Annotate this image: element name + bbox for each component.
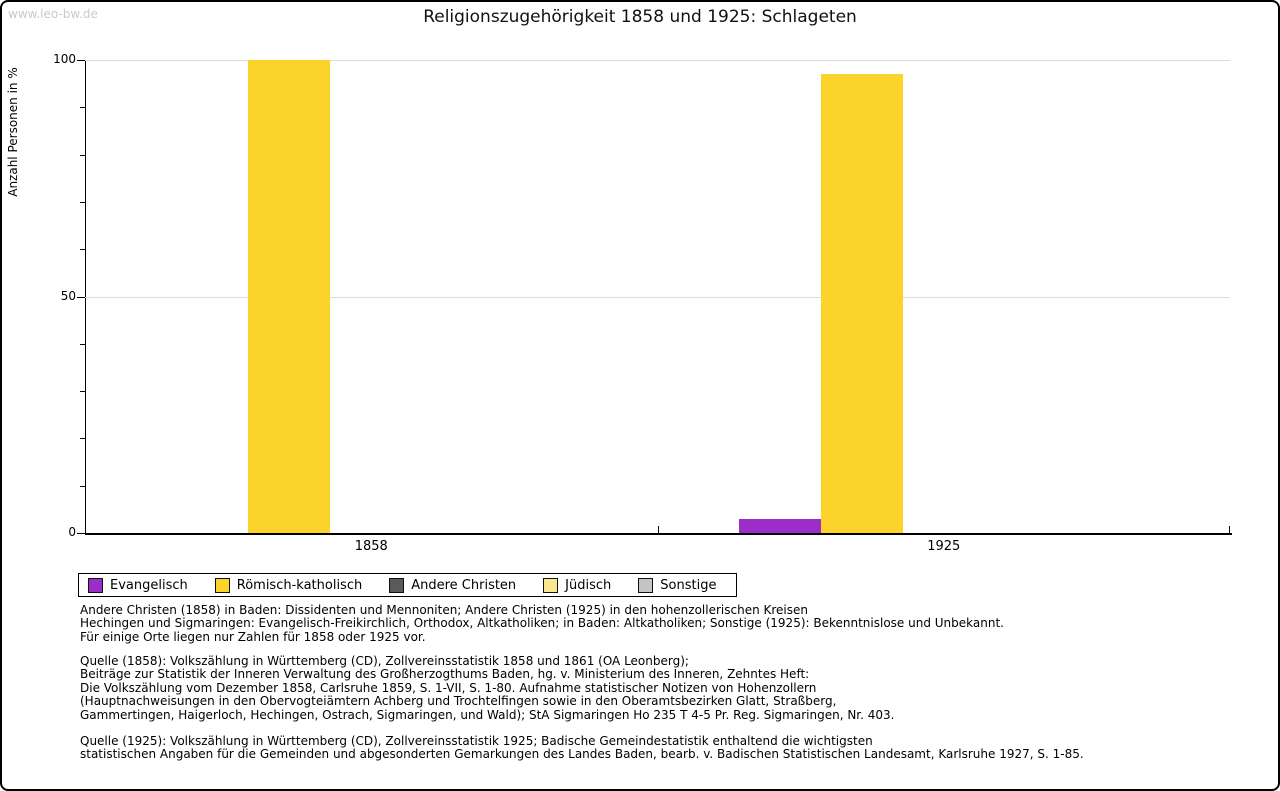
footnote-line: Quelle (1925): Volkszählung in Württemberg (CD), Zollvereinsstatistik 1925; Badische Gemeindestatistik enthaltend die wichtigsten (80, 734, 873, 748)
plot-area (53, 52, 1230, 554)
legend-item-evangelisch (88, 578, 188, 593)
footnote-line: Hechingen und Sigmaringen: Evangelisch-Freikirchlich, Orthodox, Altkatholiken; in Baden: Altkatholiken; Sonstige (1925): Bekenntnislose und Unbekannt. (80, 616, 1004, 631)
legend-item-sonstige (638, 578, 716, 593)
legend-label: Andere Christen (411, 577, 517, 593)
x-axis-tick (85, 526, 86, 533)
legend-label: Jüdisch (565, 577, 612, 593)
bar-1925-evangelisch (739, 519, 821, 533)
footnote-line: Gammertingen, Haigerloch, Hechingen, Ostrach, Sigmaringen, und Wald); StA Sigmaringen Ho 235 T 4-5 Pr. Reg. Sigmaringen, Nr. 403. (80, 707, 895, 722)
y-axis-tick (80, 249, 85, 250)
legend-item-jüdisch (543, 578, 611, 593)
legend-label: Sonstige (660, 577, 717, 593)
y-axis-tick (80, 438, 85, 439)
x-axis-category-label: 1925 (927, 539, 961, 554)
y-axis-title: Anzahl Personen in % (6, 67, 20, 197)
watermark: www.leo-bw.de (8, 7, 98, 21)
y-axis-tick (77, 60, 85, 61)
footnote-line: Die Volkszählung vom Dezember 1858, Carlsruhe 1859, S. 1-VII, S. 1-80. Aufnahme statistischer Notizen von Hohenzollern (80, 680, 817, 695)
legend-swatch (215, 578, 230, 593)
footnote-source-1925 (80, 735, 1084, 762)
legend-label: Evangelisch (110, 577, 188, 593)
legend-label: Römisch-katholisch (236, 577, 363, 593)
y-axis-tick (77, 297, 85, 298)
y-axis-tick (80, 344, 85, 345)
legend-swatch (389, 578, 404, 593)
legend-swatch (88, 578, 103, 593)
y-axis-tick-label: 0 (68, 525, 76, 539)
footnote-line: Für einige Orte liegen nur Zahlen für 1858 oder 1925 vor. (80, 629, 426, 644)
legend-item-andere christen (389, 578, 516, 593)
x-axis-tick (658, 526, 659, 533)
x-axis-tick (1229, 526, 1230, 533)
y-axis-tick (80, 202, 85, 203)
y-axis-tick (77, 533, 85, 534)
footnote-line: (Hauptnachweisungen in den Obervogteiämtern Achberg und Trochtelfingen sowie in den Oberamtsbezirken Glatt, Straßberg, (80, 694, 837, 709)
y-axis-tick (80, 486, 85, 487)
y-axis-tick (80, 391, 85, 392)
legend-swatch (638, 578, 653, 593)
y-axis-tick (80, 107, 85, 108)
legend-item-römisch-katholisch (215, 578, 362, 593)
y-axis-tick (80, 155, 85, 156)
y-axis-tick-label: 100 (53, 52, 76, 66)
footnote-line: Andere Christen (1858) in Baden: Dissidenten und Mennoniten; Andere Christen (1925) in den hohenzollerischen Kreisen (80, 603, 808, 617)
bar-1858-römisch-katholisch (248, 60, 330, 533)
footnote-line: Beiträge zur Statistik der Inneren Verwaltung des Großherzogthums Baden, hg. v. Ministerium des Inneren, Zehntes Heft: (80, 667, 810, 682)
legend (78, 573, 737, 597)
footnote-line: statistischen Angaben für die Gemeinden und abgesonderten Gemarkungen des Landes Baden, bearb. v. Badischen Statistischen Landesamt, Karlsruhe 1927, S. 1-85. (80, 747, 1084, 762)
x-axis-line (85, 533, 1232, 535)
footnote-source-1858 (80, 655, 894, 722)
footnote-definitions (80, 604, 1004, 644)
x-axis-category-label: 1858 (354, 539, 388, 554)
y-axis-tick-label: 50 (60, 288, 76, 303)
chart-title: Religionszugehörigkeit 1858 und 1925: Schlageten (423, 7, 857, 27)
legend-swatch (543, 578, 558, 593)
footnote-line: Quelle (1858): Volkszählung in Württemberg (CD), Zollvereinsstatistik 1858 und 1861 (OA Leonberg); (80, 654, 689, 668)
bar-1925-römisch-katholisch (821, 74, 903, 533)
